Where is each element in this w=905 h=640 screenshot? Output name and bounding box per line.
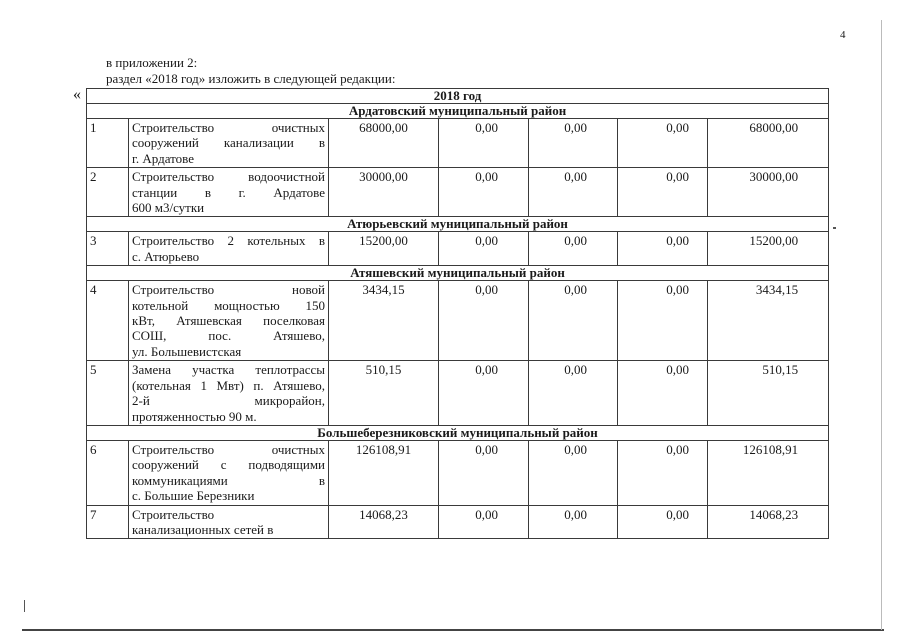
amount-col-2: 0,00 — [439, 505, 529, 539]
project-name-line: г. Ардатове — [132, 150, 194, 166]
row-number: 5 — [87, 361, 129, 426]
project-name-line: Строительство 2 котельных в — [132, 233, 325, 249]
project-name-line: (котельная 1 Мвт) п. Атяшево, — [132, 377, 325, 393]
row-number: 1 — [87, 119, 129, 168]
amount-total: 68000,00 — [708, 119, 829, 168]
project-name-line: ул. Большевистская — [132, 343, 242, 359]
project-name-line: коммуникациями в — [132, 472, 325, 488]
amount-col-1: 68000,00 — [329, 119, 439, 168]
amount-col-3: 0,00 — [529, 505, 618, 539]
table-row — [87, 361, 829, 426]
amount-col-4: 0,00 — [618, 440, 708, 505]
amount-col-3: 0,00 — [529, 119, 618, 168]
project-name-line: станции в г. Ардатове — [132, 184, 325, 200]
amount-col-1: 14068,23 — [329, 505, 439, 539]
amount-col-4: 0,00 — [618, 168, 708, 217]
page-right-border — [881, 20, 882, 630]
row-number: 3 — [87, 232, 129, 266]
page-number: 4 — [840, 29, 846, 41]
amount-col-2: 0,00 — [439, 119, 529, 168]
table-row — [87, 232, 829, 266]
amount-total: 510,15 — [708, 361, 829, 426]
amount-col-2: 0,00 — [439, 281, 529, 361]
amount-col-4: 0,00 — [618, 505, 708, 539]
amount-col-1: 30000,00 — [329, 168, 439, 217]
project-name-line: протяженностью 90 м. — [132, 408, 257, 424]
table-row — [87, 119, 829, 168]
project-name-line: кВт, Атяшевская поселковая — [132, 313, 325, 329]
district-header-row — [87, 217, 829, 232]
row-number: 4 — [87, 281, 129, 361]
amount-col-4: 0,00 — [618, 361, 708, 426]
project-name-line: сооружений с подводящими — [132, 457, 325, 473]
project-name — [129, 505, 329, 539]
amount-col-4: 0,00 — [618, 119, 708, 168]
amount-col-3: 0,00 — [529, 232, 618, 266]
district-header-row — [87, 425, 829, 440]
page-bottom-border — [22, 629, 884, 631]
amount-col-2: 0,00 — [439, 440, 529, 505]
scan-mark — [833, 227, 836, 229]
project-name-line: котельной мощностью 150 — [132, 297, 325, 313]
project-name-line: Замена участка теплотрассы — [132, 362, 325, 378]
project-name-line: Строительство — [132, 506, 215, 522]
amount-col-4: 0,00 — [618, 232, 708, 266]
project-name-line: Строительство водоочистной — [132, 169, 325, 185]
project-name-line: с. Большие Березники — [132, 488, 255, 504]
row-number: 6 — [87, 440, 129, 505]
amount-total: 126108,91 — [708, 440, 829, 505]
row-number: 7 — [87, 505, 129, 539]
table-row — [87, 440, 829, 505]
amount-total: 14068,23 — [708, 505, 829, 539]
amount-col-2: 0,00 — [439, 232, 529, 266]
district-header-row — [87, 104, 829, 119]
district-name: Атяшевский муниципальный район — [87, 266, 829, 281]
amount-col-1: 15200,00 — [329, 232, 439, 266]
amount-col-2: 0,00 — [439, 168, 529, 217]
district-name: Ардатовский муниципальный район — [87, 104, 829, 119]
project-name-line: сооружений канализации в — [132, 135, 325, 151]
amount-total: 3434,15 — [708, 281, 829, 361]
amount-col-3: 0,00 — [529, 361, 618, 426]
amount-col-3: 0,00 — [529, 168, 618, 217]
intro-line-1: в приложении 2: — [106, 55, 198, 70]
amount-col-1: 3434,15 — [329, 281, 439, 361]
project-name-line: с. Атюрьево — [132, 248, 200, 264]
amount-col-3: 0,00 — [529, 440, 618, 505]
amount-total: 30000,00 — [708, 168, 829, 217]
project-name-line: канализационных сетей в — [132, 521, 274, 537]
project-name — [129, 232, 329, 266]
district-name: Атюрьевский муниципальный район — [87, 217, 829, 232]
table-row — [87, 505, 829, 539]
project-name-line: СОШ, пос. Атяшево, — [132, 328, 325, 344]
amount-total: 15200,00 — [708, 232, 829, 266]
project-name-line: Строительство новой — [132, 282, 325, 298]
amount-col-1: 510,15 — [329, 361, 439, 426]
table-row — [87, 281, 829, 361]
project-name — [129, 119, 329, 168]
intro-line-2: раздел «2018 год» изложить в следующей редакции: — [106, 71, 396, 86]
project-name-line: Строительство очистных — [132, 120, 325, 135]
district-name: Большеберезниковский муниципальный район — [87, 425, 829, 440]
district-header-row — [87, 266, 829, 281]
project-name — [129, 361, 329, 426]
project-name — [129, 440, 329, 505]
table-row — [87, 168, 829, 217]
amount-col-2: 0,00 — [439, 361, 529, 426]
budget-table — [86, 88, 829, 539]
row-number: 2 — [87, 168, 129, 217]
project-name-line: Строительство очистных — [132, 441, 325, 457]
project-name — [129, 281, 329, 361]
project-name — [129, 168, 329, 217]
project-name-line: 600 м3/сутки — [132, 200, 205, 216]
amount-col-3: 0,00 — [529, 281, 618, 361]
year-header: 2018 год — [87, 89, 829, 104]
open-quote: « — [73, 86, 81, 103]
scan-mark — [24, 600, 25, 612]
amount-col-4: 0,00 — [618, 281, 708, 361]
project-name-line: 2-й микрорайон, — [132, 393, 325, 409]
amount-col-1: 126108,91 — [329, 440, 439, 505]
